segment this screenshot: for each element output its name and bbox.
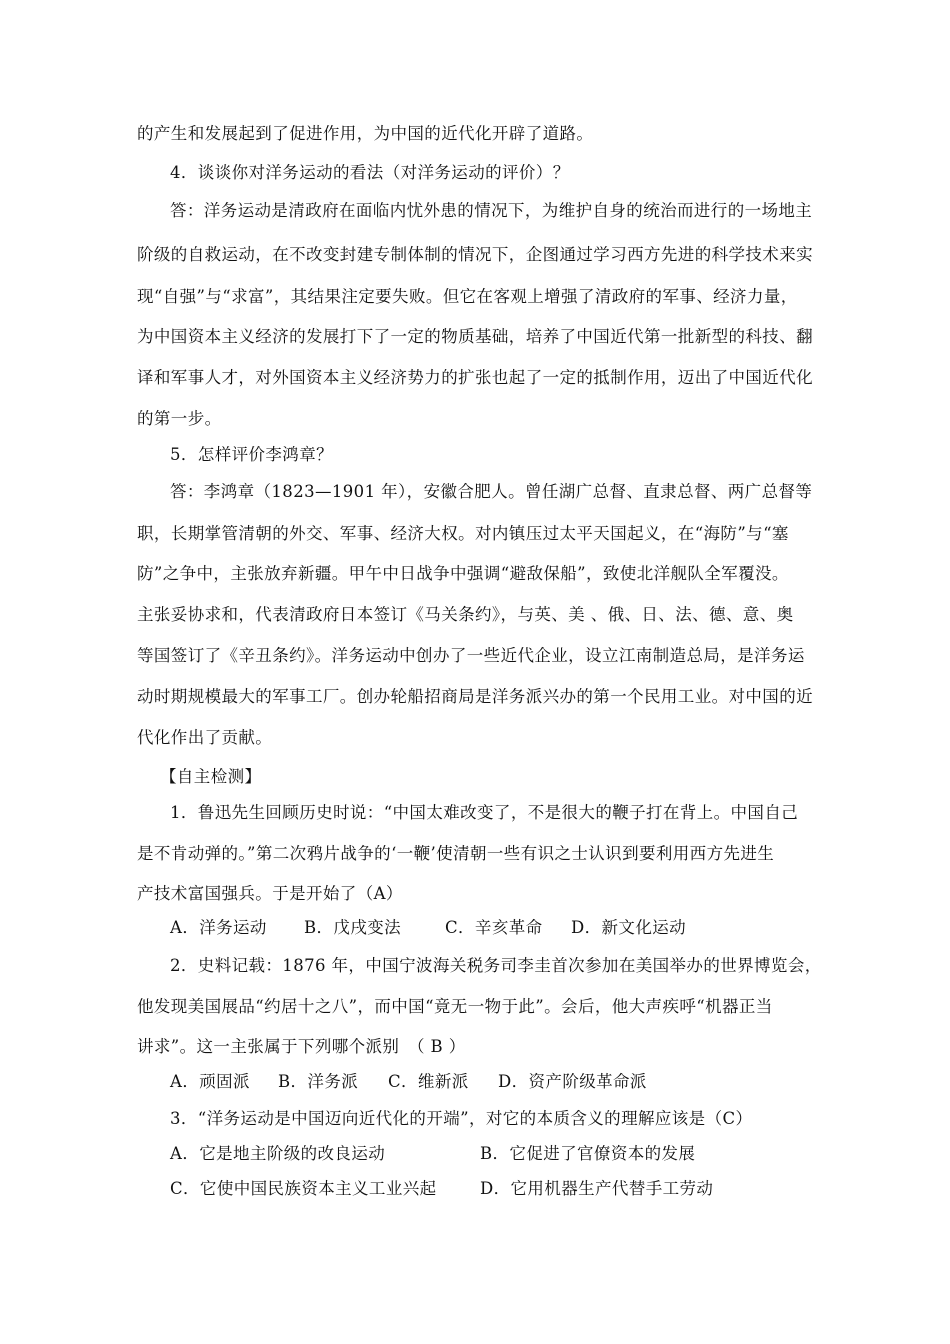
question-5: 5．怎样评价李鸿章？ [170,445,333,464]
self-test-q2-line: 他发现美国展品“约居十之八”，而中国“竟无一物于此”。会后，他大声疾呼“机器正当 [137,997,773,1016]
answer-4-line: 的第一步。 [137,409,222,428]
q1-option-b: B．戊戌变法 [304,918,402,937]
answer-4-line: 现“自强”与“求富”，其结果注定要失败。但它在客观上增强了清政府的军事、经济力量， [137,287,798,306]
q2-option-d: D．资产阶级革命派 [498,1072,647,1091]
answer-5-line: 等国签订了《辛丑条约》。洋务运动中创办了一些近代企业，设立江南制造总局，是洋务运 [137,646,805,665]
answer-5-line: 主张妥协求和，代表清政府日本签订《马关条约》，与英、美 、俄、日、法、德、意、奥 [137,605,794,624]
paragraph-line: 的产生和发展起到了促进作用，为中国的近代化开辟了道路。 [137,124,594,143]
q2-option-a: A．顽固派 [170,1072,250,1091]
self-test-q1-line: 是不肯动弹的。”第二次鸦片战争的‘一鞭’使清朝一些有识之士认识到要利用西方先进生 [137,844,775,863]
answer-5-line: 动时期规模最大的军事工厂。创办轮船招商局是洋务派兴办的第一个民用工业。对中国的近 [137,687,813,706]
answer-4-line: 译和军事人才，对外国资本主义经济势力的扩张也起了一定的抵制作用，迈出了中国近代化 [137,368,813,387]
q3-option-c: C．它使中国民族资本主义工业兴起 [170,1179,437,1198]
self-test-q1-line: 1．鲁迅先生回顾历史时说：“中国太难改变了，不是很大的鞭子打在背上。中国自己 [170,803,799,822]
self-test-q2-line: 2．史料记载：1876 年，中国宁波海关税务司李圭首次参加在美国举办的世界博览会， [170,956,822,975]
answer-5-line: 防”之争中，主张放弃新疆。甲午中日战争中强调“避敌保船”，致使北洋舰队全军覆没。 [137,564,789,583]
self-test-q3-line: 3．“洋务运动是中国迈向近代化的开端”，对它的本质含义的理解应该是（C） [170,1109,753,1128]
section-heading: 【自主检测】 [160,767,262,786]
answer-4-line: 阶级的自救运动，在不改变封建专制体制的情况下，企图通过学习西方先进的科学技术来实 [137,245,813,264]
answer-4-line: 答：洋务运动是清政府在面临内忧外患的情况下，为维护自身的统治而进行的一场地主 [170,201,813,220]
q2-option-c: C．维新派 [388,1072,469,1091]
q1-option-a: A．洋务运动 [170,918,267,937]
answer-5-line: 答：李鸿章（1823—1901 年），安徽合肥人。曾任湖广总督、直隶总督、两广总督等 [170,482,813,501]
self-test-q1-line: 产技术富国强兵。于是开始了（A） [137,884,403,903]
answer-5-line: 代化作出了贡献。 [137,728,273,747]
q1-option-c: C．辛亥革命 [445,918,543,937]
self-test-q2-line: 讲求”。这一主张属于下列哪个派别 （ B ） [137,1037,466,1056]
q3-option-b: B．它促进了官僚资本的发展 [480,1144,696,1163]
q3-option-d: D．它用机器生产代替手工劳动 [480,1179,714,1198]
q3-option-a: A．它是地主阶级的改良运动 [170,1144,386,1163]
question-4: 4．谈谈你对洋务运动的看法（对洋务运动的评价）？ [170,163,570,182]
q2-option-b: B．洋务派 [278,1072,359,1091]
answer-5-line: 职，长期掌管清朝的外交、军事、经济大权。对内镇压过太平天国起义，在“海防”与“塞 [137,524,789,543]
answer-4-line: 为中国资本主义经济的发展打下了一定的物质基础，培养了中国近代第一批新型的科技、翻 [137,327,813,346]
q1-option-d: D．新文化运动 [571,918,687,937]
